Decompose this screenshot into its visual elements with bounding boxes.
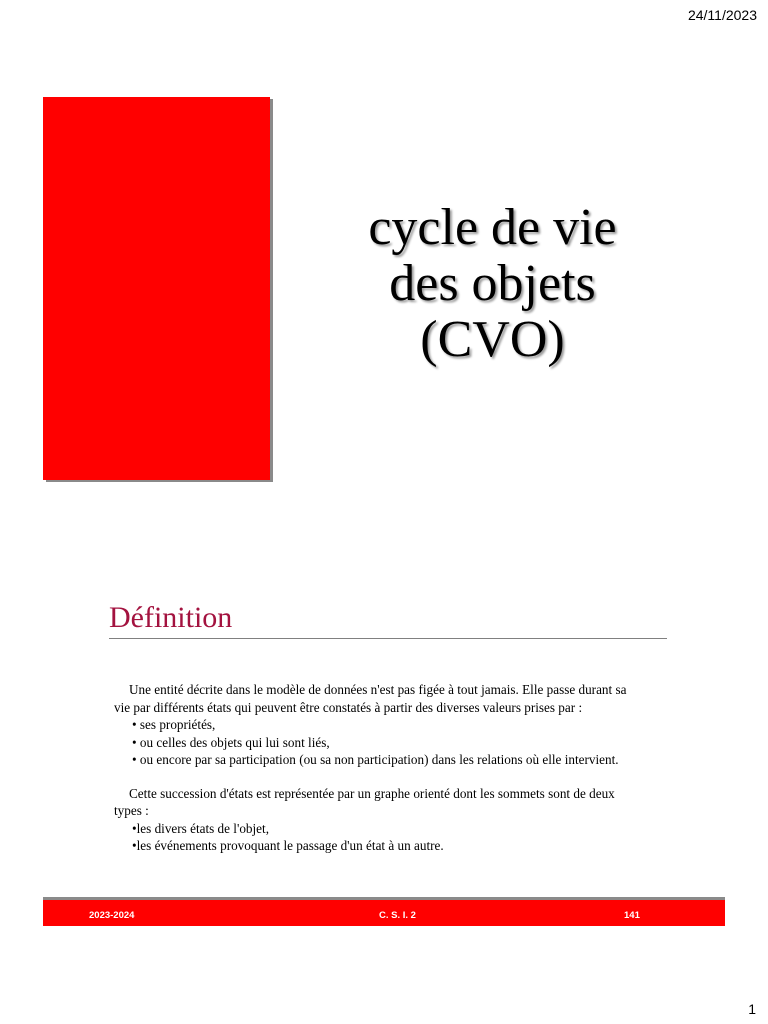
list-item: • ses propriétés,: [132, 717, 216, 732]
section-heading: Définition: [109, 601, 233, 634]
decorative-red-block: [43, 97, 270, 480]
list-item: • ou encore par sa participation (ou sa non participation) dans les relations où elle intervient.: [132, 752, 619, 767]
print-date: 24/11/2023: [687, 7, 757, 23]
footer-slide-number: 141: [624, 910, 640, 921]
paragraph-1: Une entité décrite dans le modèle de données n'est pas figée à tout jamais. Elle passe durant sa vie par différents états qui peuvent être constatés à partir des diverses valeurs prises par :: [114, 682, 627, 715]
list-item: •les divers états de l'objet,: [132, 820, 270, 836]
slide-title-line-3: (CVO): [420, 311, 565, 368]
bullet-list-2: [114, 820, 644, 855]
footer-course: C. S. I. 2: [379, 910, 416, 921]
slide-footer: [43, 897, 725, 926]
slide-title-line-2: des objets: [389, 255, 596, 312]
list-item: • ou celles des objets qui lui sont liés,: [132, 734, 330, 750]
footer-year: 2023-2024: [89, 910, 135, 921]
paragraph-2: Cette succession d'états est représentée par un graphe orienté dont les sommets sont de deux types :: [114, 785, 615, 818]
bullet-list-1: [114, 716, 644, 769]
slide-title: [300, 200, 685, 368]
section-divider: [109, 638, 667, 639]
list-item: •les événements provoquant le passage d'un état à un autre.: [132, 838, 444, 853]
page-number: 1: [748, 1001, 756, 1017]
definition-body: [114, 681, 644, 855]
slide-title-line-1: cycle de vie: [368, 199, 617, 256]
